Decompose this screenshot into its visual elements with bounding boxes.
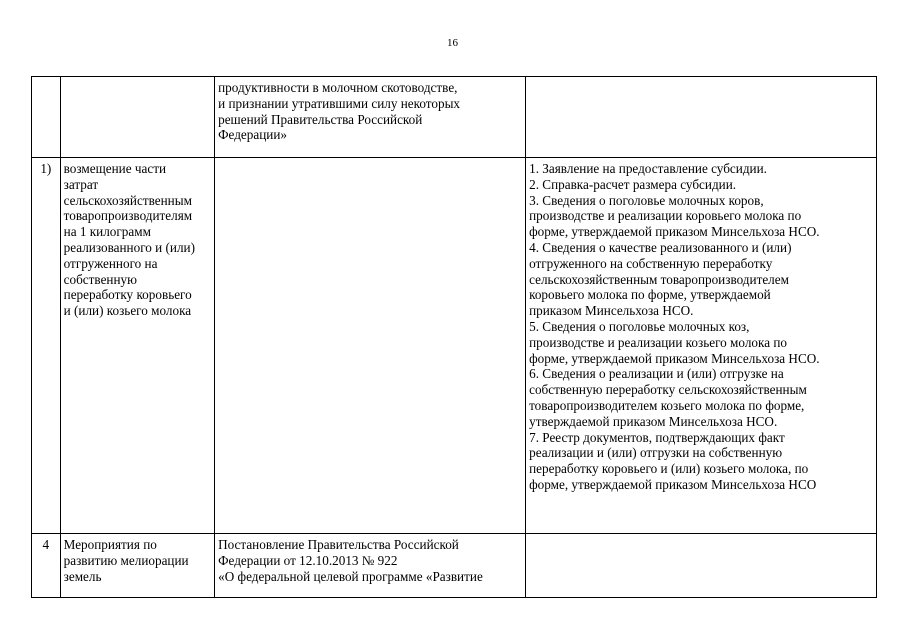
cell-text-line: реализации и (или) отгрузки на собственную <box>529 445 783 461</box>
cell-text-line: 6. Сведения о реализации и (или) отгрузке на <box>529 366 784 382</box>
cell-text-line: Постановление Правительства Российской <box>218 537 459 552</box>
cell-text-line: реализованного и (или) <box>63 239 196 255</box>
required-documents-cell <box>526 158 877 534</box>
cell-text-line: товаропроизводителям <box>63 208 193 224</box>
cell-text-line: отгруженного на <box>63 255 158 271</box>
cell-text-line: и признании утратившими силу некоторых <box>218 95 461 111</box>
legal-basis-cell <box>215 77 526 158</box>
cell-text-line: решений Правительства Российской <box>218 111 423 127</box>
table-row <box>32 534 877 598</box>
cell-text-line: продуктивности в молочном скотоводстве, <box>218 80 458 95</box>
row-number-cell <box>32 77 61 158</box>
cell-text-line: 7. Реестр документов, подтверждающих факт <box>529 429 785 445</box>
cell-text-line: отгруженного на собственную переработку <box>529 255 773 271</box>
table-row <box>32 158 877 534</box>
measures-table <box>31 76 877 598</box>
measure-name-cell <box>60 77 214 158</box>
cell-text-line: сельскохозяйственным <box>63 192 192 208</box>
cell-text-line: на 1 килограмм <box>63 224 151 240</box>
cell-text-line: форме, утверждаемой приказом Минсельхоза НСО. <box>529 350 820 366</box>
cell-text-line: коровьего молока по форме, утверждаемой <box>529 287 771 303</box>
measure-name-cell <box>60 534 214 598</box>
table-row <box>32 77 877 158</box>
cell-text-line: форме, утверждаемой приказом Минсельхоза НСО. <box>529 224 820 240</box>
cell-text-line: развитию мелиорации <box>63 552 189 568</box>
cell-text-line: 5. Сведения о поголовье молочных коз, <box>529 318 750 334</box>
cell-text-line: 2. Справка-расчет размера субсидии. <box>529 176 737 192</box>
cell-text-line: производстве и реализации козьего молока по <box>529 334 788 350</box>
page-number: 16 <box>447 37 458 49</box>
legal-basis-cell <box>215 158 526 534</box>
row-number-cell: 4 <box>32 534 61 598</box>
cell-text-line: производстве и реализации коровьего молока по <box>529 208 802 224</box>
legal-basis-cell <box>215 534 526 598</box>
cell-text-line: возмещение части <box>63 161 167 176</box>
cell-text-line: Мероприятия по <box>63 537 157 552</box>
cell-text-line: собственную <box>63 271 137 287</box>
cell-text-line: форме, утверждаемой приказом Минсельхоза НСО <box>529 476 817 492</box>
row-number-cell: 1) <box>32 158 61 534</box>
measure-name-cell <box>60 158 214 534</box>
cell-text-line: Федерации от 12.10.2013 № 922 <box>218 552 398 568</box>
cell-text-line: товаропроизводителем козьего молока по форме, <box>529 397 805 413</box>
cell-text-line: затрат <box>63 176 99 192</box>
cell-text-line: «О федеральной целевой программе «Развитие <box>218 568 483 584</box>
cell-text-line: Федерации» <box>218 127 287 143</box>
cell-text-line: 1. Заявление на предоставление субсидии. <box>529 161 767 176</box>
cell-text-line: приказом Минсельхоза НСО. <box>529 303 694 319</box>
cell-text-line: собственную переработку сельскохозяйственным <box>529 382 807 398</box>
cell-text-line: утверждаемой приказом Минсельхоза НСО. <box>529 413 778 429</box>
cell-text-line: 3. Сведения о поголовье молочных коров, <box>529 192 764 208</box>
cell-text-line: и (или) козьего молока <box>63 303 192 319</box>
required-documents-cell <box>526 534 877 598</box>
cell-text-line: земель <box>63 568 102 584</box>
cell-text-line: сельскохозяйственным товаропроизводителем <box>529 271 789 287</box>
required-documents-cell <box>526 77 877 158</box>
cell-text-line: 4. Сведения о качестве реализованного и (или) <box>529 239 792 255</box>
cell-text-line: переработку коровьего и (или) козьего молока, по <box>529 461 809 477</box>
cell-text-line: переработку коровьего <box>63 287 192 303</box>
